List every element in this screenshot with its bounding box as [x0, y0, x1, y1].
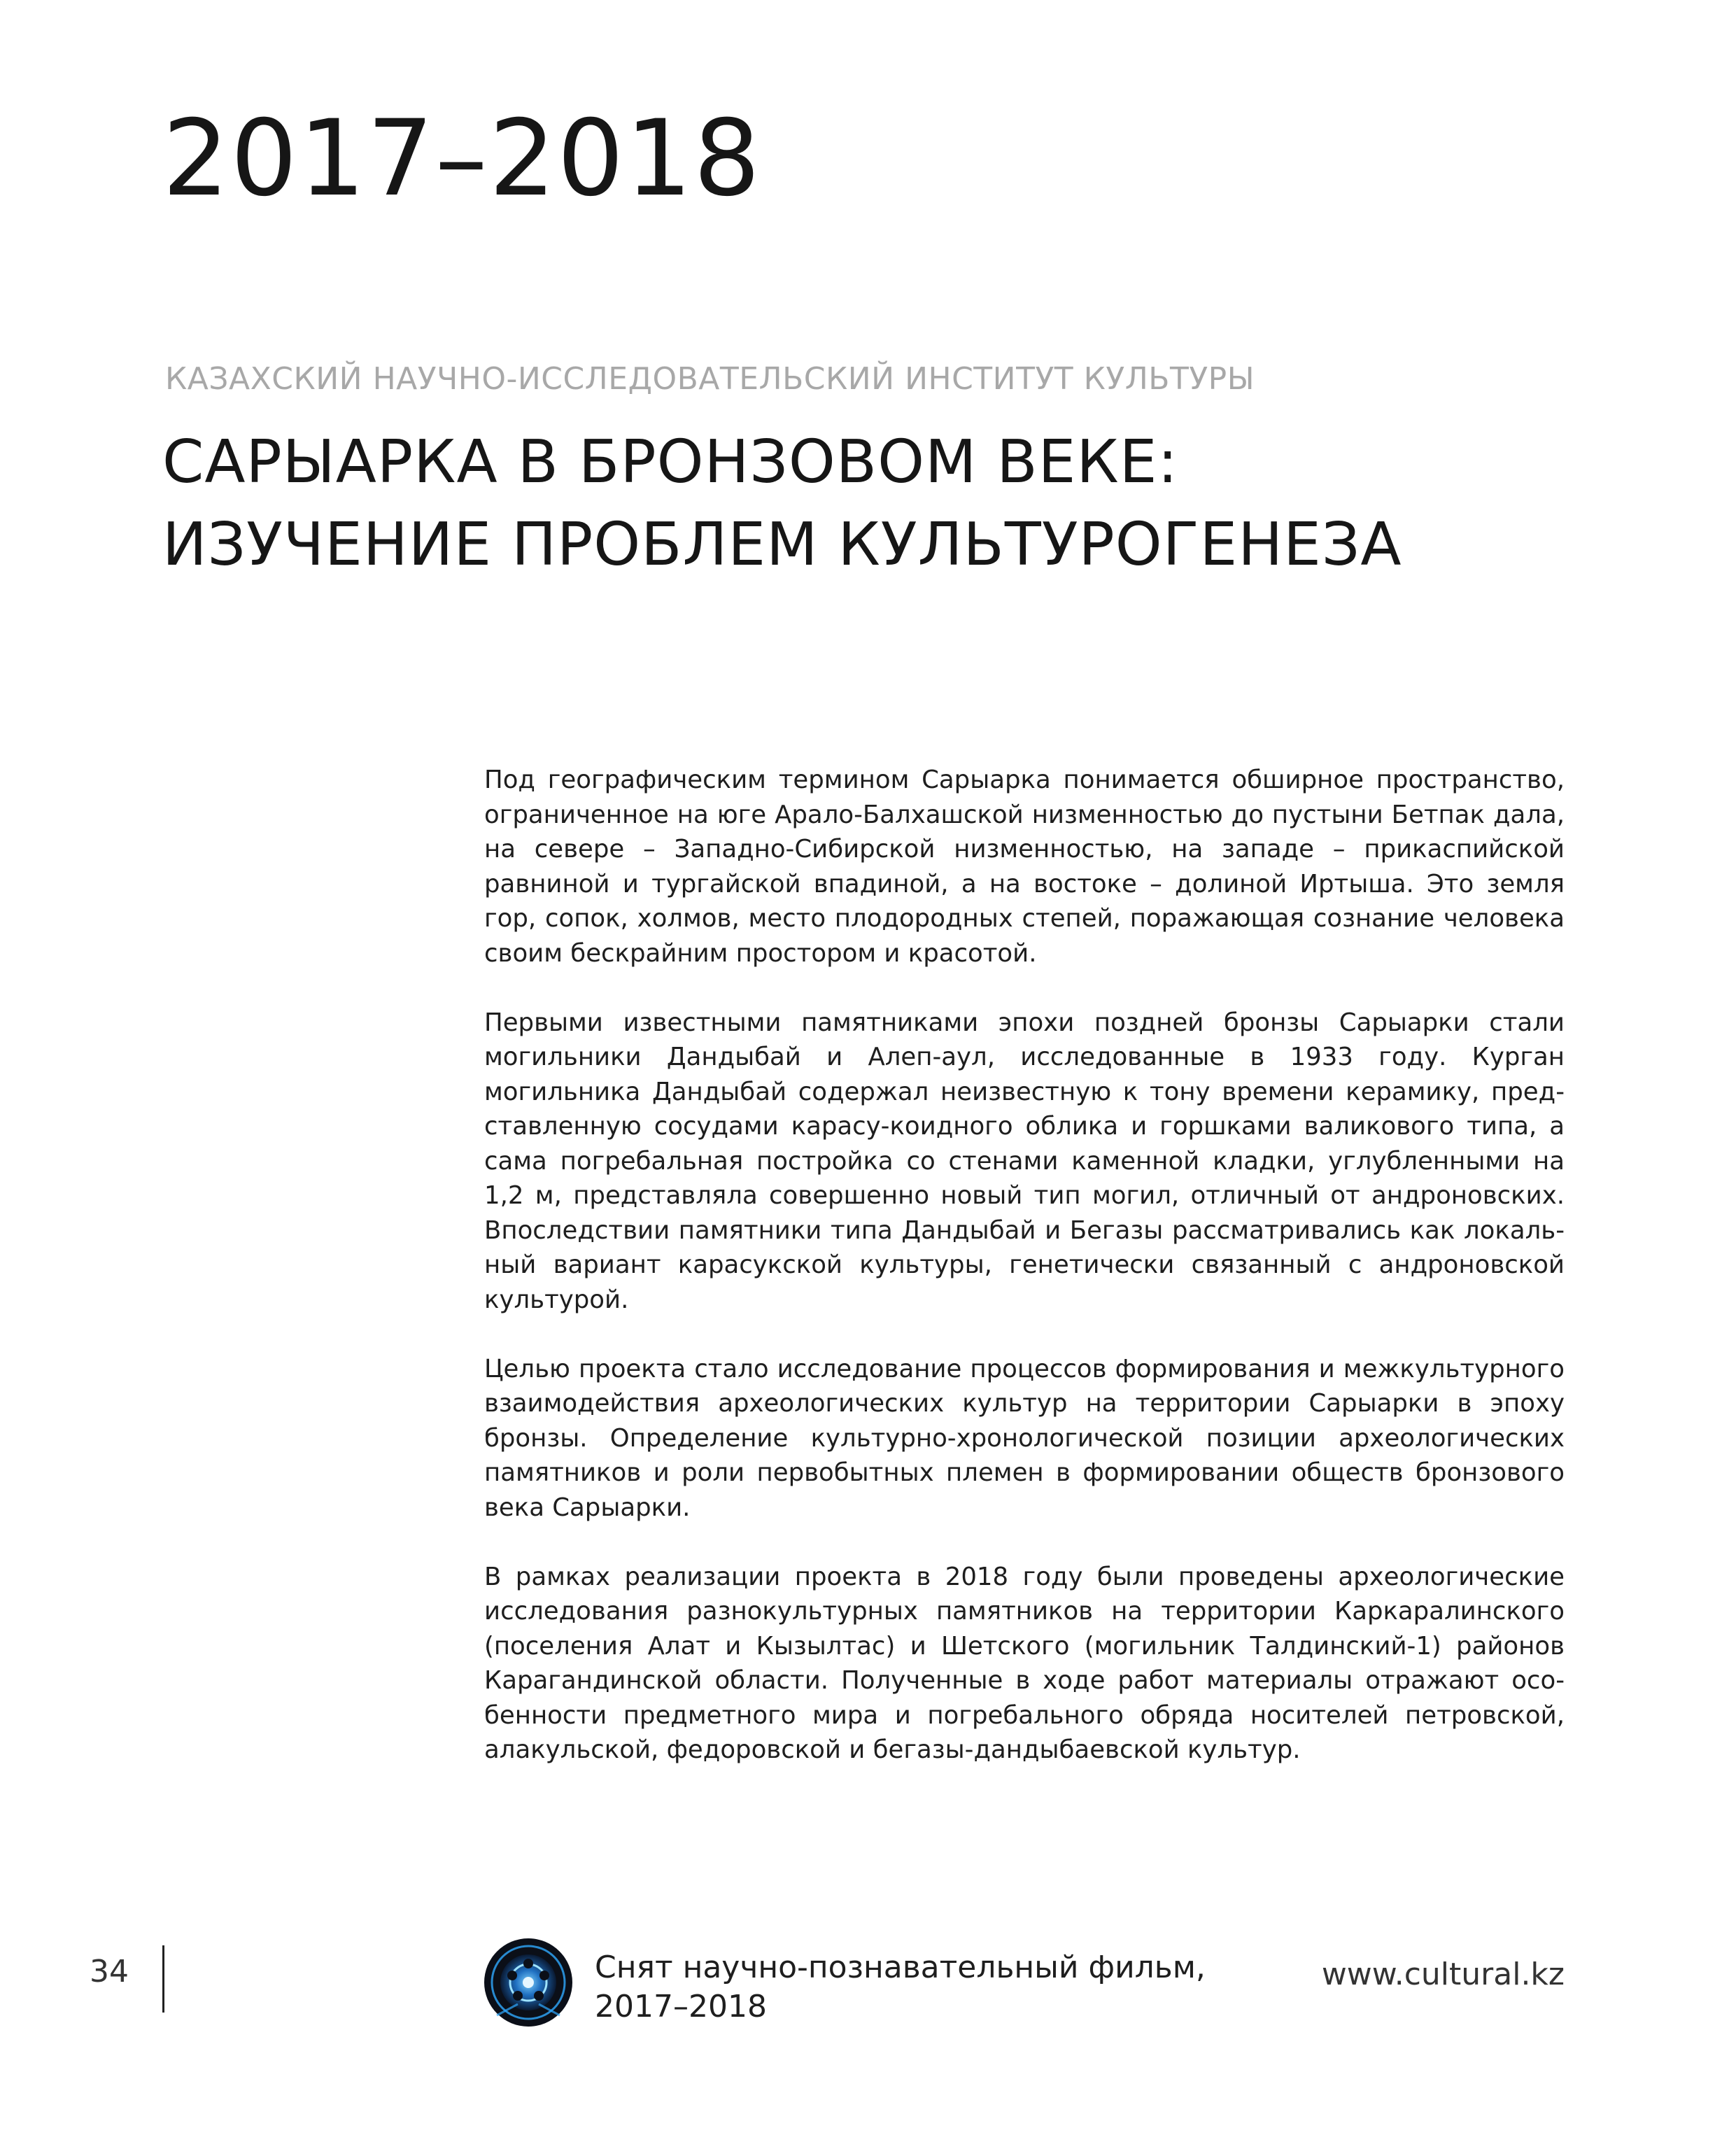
project-title-line-1: САРЫАРКА В БРОНЗОВОМ ВЕКЕ:: [162, 428, 1179, 497]
paragraph-3: Целью проекта стало исследование процессов формирования и межкультурного взаимодействия археологических культур на территории Сарыарки в эпоху бронзы. Определение культурно-хронологической позиции археологических памятников и роли первобытных племен в формировании обществ бронзового века Сарыарки.: [484, 1354, 1565, 1522]
project-title: [162, 421, 1597, 586]
film-reel-icon: [483, 1937, 574, 2028]
paragraph-4: В рамках реализации проекта в 2018 году были проведены археологические исследования разнокультурных памятников на территории Каркаралинского (поселения Алат и Кызылтас) и Шетского (могильник Талдинский-1) районов Карагандинской области. Полученные в ходе работ материалы отражают особенности предметного мира и погребального обряда носителей петровской, алакульской, федоровской и бегазы-дандыбаевской культур.: [484, 1562, 1565, 1764]
film-caption-line-2: 2017–2018: [595, 1989, 767, 2024]
page-number: 34: [90, 1954, 129, 1989]
institute-name: КАЗАХСКИЙ НАУЧНО-ИССЛЕДОВАТЕЛЬСКИЙ ИНСТИТУТ КУЛЬТУРЫ: [165, 361, 1255, 397]
article-body: [484, 763, 1565, 1802]
project-title-line-2: ИЗУЧЕНИЕ ПРОБЛЕМ КУЛЬТУРОГЕНЕЗА: [162, 510, 1402, 579]
section-years: 2017–2018: [162, 98, 762, 220]
page-number-divider: [162, 1945, 164, 2013]
website-url: www.cultural.kz: [1321, 1957, 1565, 1992]
paragraph-2: Первыми известными памятниками эпохи поздней бронзы Сарыарки стали могильники Дандыбай и Алеп-аул, исследованные в 1933 году. Курган могильника Дандыбай содержал неизвестную к тону времени керамику, представленную сосудами карасу-коидного облика и горшками валикового типа, а сама погребальная постройка со стенами каменной кладки, углубленными на 1,2 м, представляла совершенно новый тип могил, отличный от андроновских. Впоследствии памятники типа Дандыбай и Бегазы рассматривались как локальный вариант карасукской культуры, генетически связанный с андроновской культурой.: [484, 1008, 1565, 1314]
film-caption: [595, 1948, 1206, 2027]
film-caption-line-1: Снят научно-познавательный фильм,: [595, 1950, 1206, 1985]
paragraph-1: Под географическим термином Сарыарка понимается обширное пространство, ограниченное на юге Арало-Балхашской низменностью до пустыни Бетпак дала, на севере – Западно-Сибирской низменностью, на западе – прикаспийской равниной и тургайской впадиной, а на востоке – долиной Иртыша. Это земля гор, сопок, холмов, место плодородных степей, поражающая сознание человека своим бескрайним простором и красотой.: [484, 766, 1565, 968]
